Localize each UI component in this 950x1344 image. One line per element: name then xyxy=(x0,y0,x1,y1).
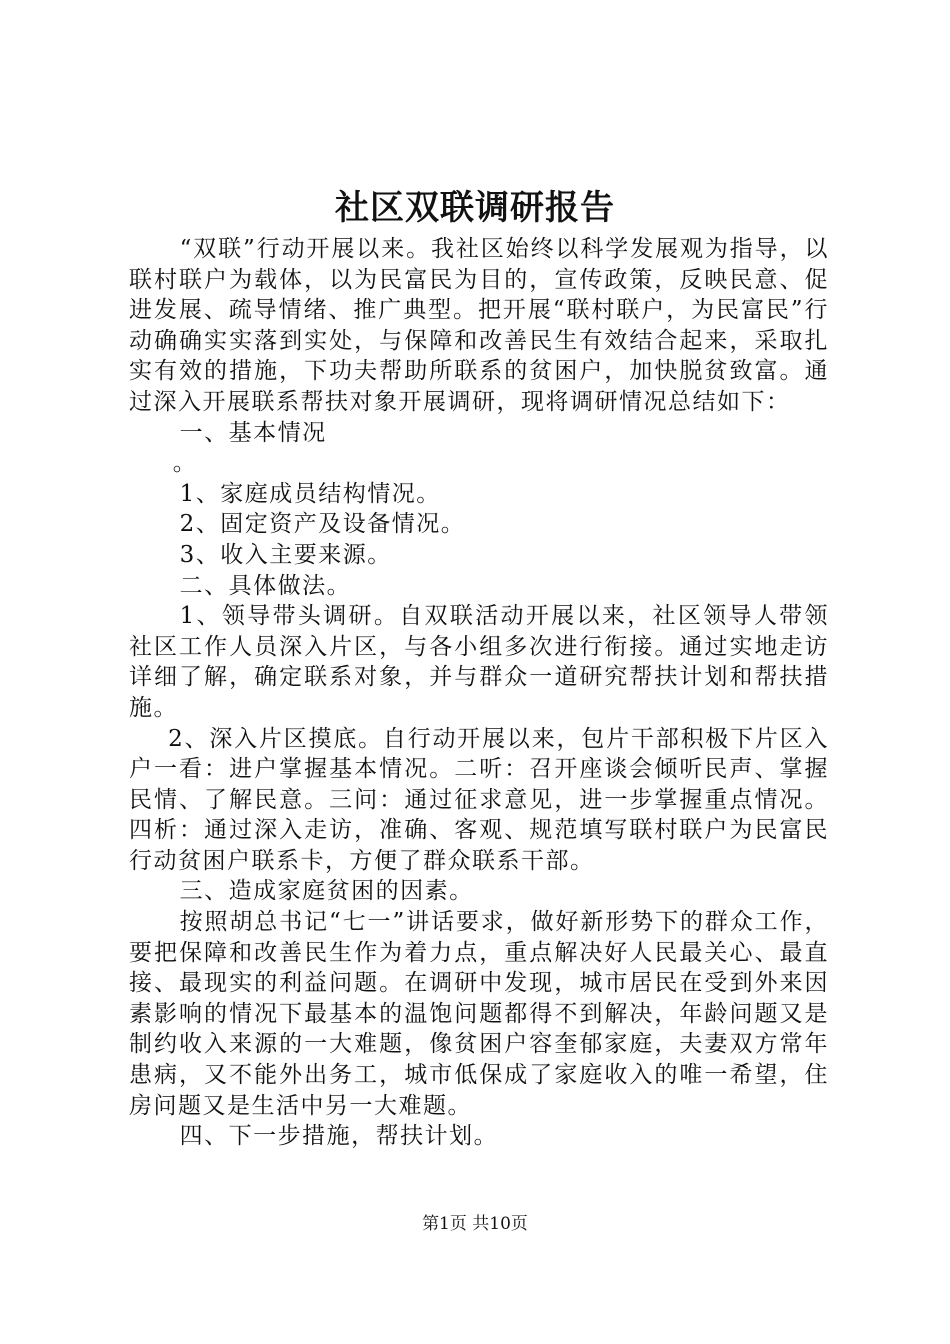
document-body xyxy=(129,234,829,1152)
intro-paragraph: “双联”行动开展以来。我社区始终以科学发展观为指导，以联村联户为载体，以为民富民为目的，宣传政策，反映民意、促进发展、疏导情绪、推广典型。把开展“联村联户，为民富民”行动确确实实落到实处，与保障和改善民生有效结合起来，采取扎实有效的措施，下功夫帮助所联系的贫困户，加快脱贫致富。通过深入开展联系帮扶对象开展调研，现将调研情况总结如下： xyxy=(129,236,829,415)
page-number-footer: 第1页 共10页 xyxy=(422,1214,528,1234)
list-item-fixed-assets: 2、固定资产及设备情况。 xyxy=(179,511,466,538)
list-item-family-structure: 1、家庭成员结构情况。 xyxy=(179,480,441,507)
stray-punctuation-line: 。 xyxy=(172,450,198,477)
poverty-causes-paragraph: 按照胡总书记“七一”讲话要求，做好新形势下的群众工作，要把保障和改善民生作为着力点，重点解决好人民最关心、最直接、最现实的利益问题。在调研中发现，城市居民在受到外来因素影响的情况下最基本的温饱问题都得不到解决，年龄问题又是制约收入来源的一大难题，像贫困户容奎郁家庭，夫妻双方常年患病，又不能外出务工，城市低保成了家庭收入的唯一希望，住房问题又是生活中另一大难题。 xyxy=(129,909,829,1119)
section-heading-poverty-causes: 三、造成家庭贫困的因素。 xyxy=(179,878,474,905)
methods-paragraph-leadership: 1、领导带头调研。自双联活动开展以来，社区领导人带领社区工作人员深入片区，与各小组多次进行衔接。通过实地走访详细了解，确定联系对象，并与群众一道研究帮扶计划和帮扶措施。 xyxy=(129,603,829,721)
section-heading-next-steps: 四、下一步措施，帮扶计划。 xyxy=(179,1123,499,1150)
methods-paragraph-survey: 2、深入片区摸底。自行动开展以来，包片干部积极下片区入户一看：进户掌握基本情况。二听：召开座谈会倾听民声、掌握民情、了解民意。三问：通过征求意见，进一步掌握重点情况。四析：通过深入走访，准确、客观、规范填写联村联户为民富民行动贫困户联系卡，方便了群众联系干部。 xyxy=(129,725,829,874)
section-heading-basic-info: 一、基本情况 xyxy=(179,419,327,446)
list-item-income-source: 3、收入主要来源。 xyxy=(179,541,392,568)
section-heading-methods: 二、具体做法。 xyxy=(179,572,352,599)
document-title: 社区双联调研报告 xyxy=(335,188,615,228)
